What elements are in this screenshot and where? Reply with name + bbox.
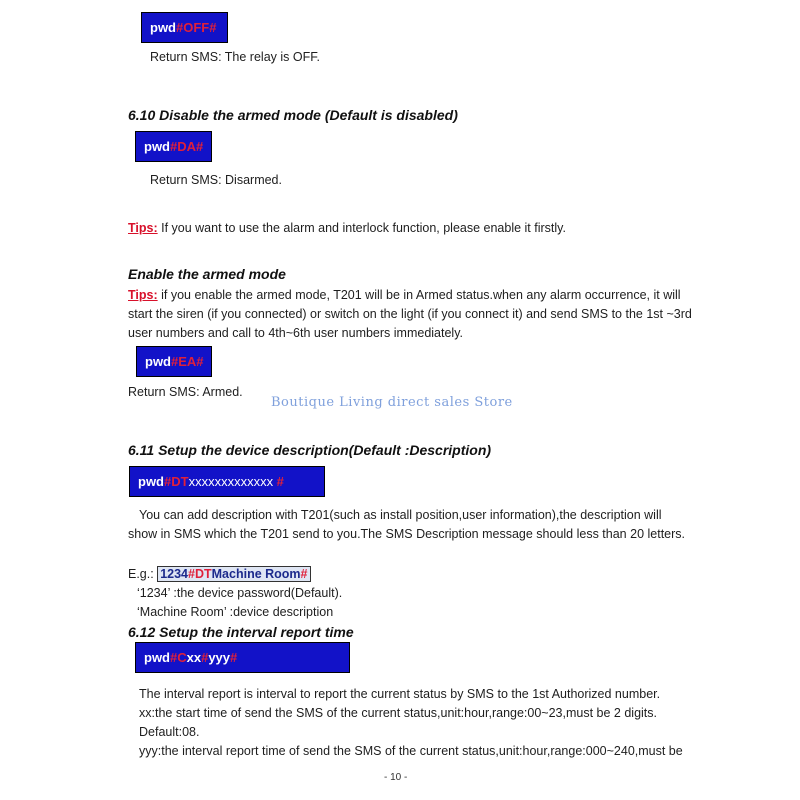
- command-pwd: pwd: [138, 474, 164, 489]
- command-box-ea: [136, 346, 212, 377]
- desc-6-11-line1: You can add description with T201(such as install position,user information),the description will: [139, 508, 662, 522]
- tips-label: Tips:: [128, 288, 158, 302]
- command-code: #OFF#: [176, 20, 217, 35]
- example-pwd: 1234: [160, 567, 189, 581]
- command-yyy: yyy: [208, 650, 231, 665]
- command-end: #: [230, 650, 238, 665]
- example-value: Machine Room: [211, 567, 301, 581]
- section-heading-6-10: 6.10 Disable the armed mode (Default is disabled): [128, 107, 458, 123]
- desc-6-12-line2: xx:the start time of send the SMS of the current status,unit:hour,range:00~23,must be 2 digits.: [139, 706, 657, 720]
- tips-armed-line1: [128, 288, 681, 302]
- desc-6-11-line2: show in SMS which the T201 send to you.The SMS Description message should less than 20 letters.: [128, 527, 686, 541]
- command-xx: xx: [186, 650, 202, 665]
- command-code: #DT: [164, 474, 189, 489]
- command-placeholder: xxxxxxxxxxxxx: [188, 474, 274, 489]
- return-sms-disarmed: Return SMS: Disarmed.: [150, 173, 282, 187]
- example-cmd: #DT: [188, 567, 212, 581]
- desc-6-12-line3: Default:08.: [139, 725, 200, 739]
- return-sms-armed: Return SMS: Armed.: [128, 385, 243, 399]
- tips-text: if you enable the armed mode, T201 will be in Armed status.when any alarm occurrence, it will: [157, 288, 681, 302]
- example-command-box: [157, 566, 310, 582]
- command-end: #: [273, 474, 284, 489]
- command-box-dt: [129, 466, 325, 497]
- command-pwd: pwd: [150, 20, 176, 35]
- return-sms-off: Return SMS: The relay is OFF.: [150, 50, 320, 64]
- tips-armed-line3: user numbers and call to 4th~6th user numbers immediately.: [128, 326, 464, 340]
- command-box-c: [135, 642, 350, 673]
- example-line: [128, 566, 311, 582]
- example-note-password: ‘1234’ :the device password(Default).: [137, 586, 343, 600]
- command-pwd: pwd: [144, 650, 170, 665]
- tips-armed-line2: start the siren (if you connected) or switch on the light (if you connect it) and send SMS to the 1st ~3rd: [128, 307, 692, 321]
- command-code: #DA#: [170, 139, 204, 154]
- tips-enable-first: [128, 221, 566, 235]
- command-box-off: [141, 12, 228, 43]
- example-note-description: ‘Machine Room’ :device description: [137, 605, 334, 619]
- example-end: #: [300, 567, 308, 581]
- command-code: #C: [170, 650, 187, 665]
- command-sep: #: [201, 650, 209, 665]
- tips-label: Tips:: [128, 221, 158, 235]
- example-prefix: E.g.:: [128, 567, 154, 581]
- section-heading-6-11: 6.11 Setup the device description(Default :Description): [128, 442, 492, 458]
- desc-6-12-line4: yyy:the interval report time of send the SMS of the current status,unit:hour,range:000~240,must be: [139, 744, 683, 758]
- command-pwd: pwd: [144, 139, 170, 154]
- store-watermark: Boutique Living direct sales Store: [271, 395, 513, 410]
- tips-text: If you want to use the alarm and interlock function, please enable it firstly.: [157, 221, 566, 235]
- command-box-da: [135, 131, 212, 162]
- command-code: #EA#: [171, 354, 204, 369]
- section-heading-enable-armed: Enable the armed mode: [128, 266, 286, 282]
- page-number: - 10 -: [384, 772, 408, 783]
- section-heading-6-12: 6.12 Setup the interval report time: [128, 624, 354, 640]
- desc-6-12-line1: The interval report is interval to report the current status by SMS to the 1st Authorized number.: [139, 687, 661, 701]
- command-pwd: pwd: [145, 354, 171, 369]
